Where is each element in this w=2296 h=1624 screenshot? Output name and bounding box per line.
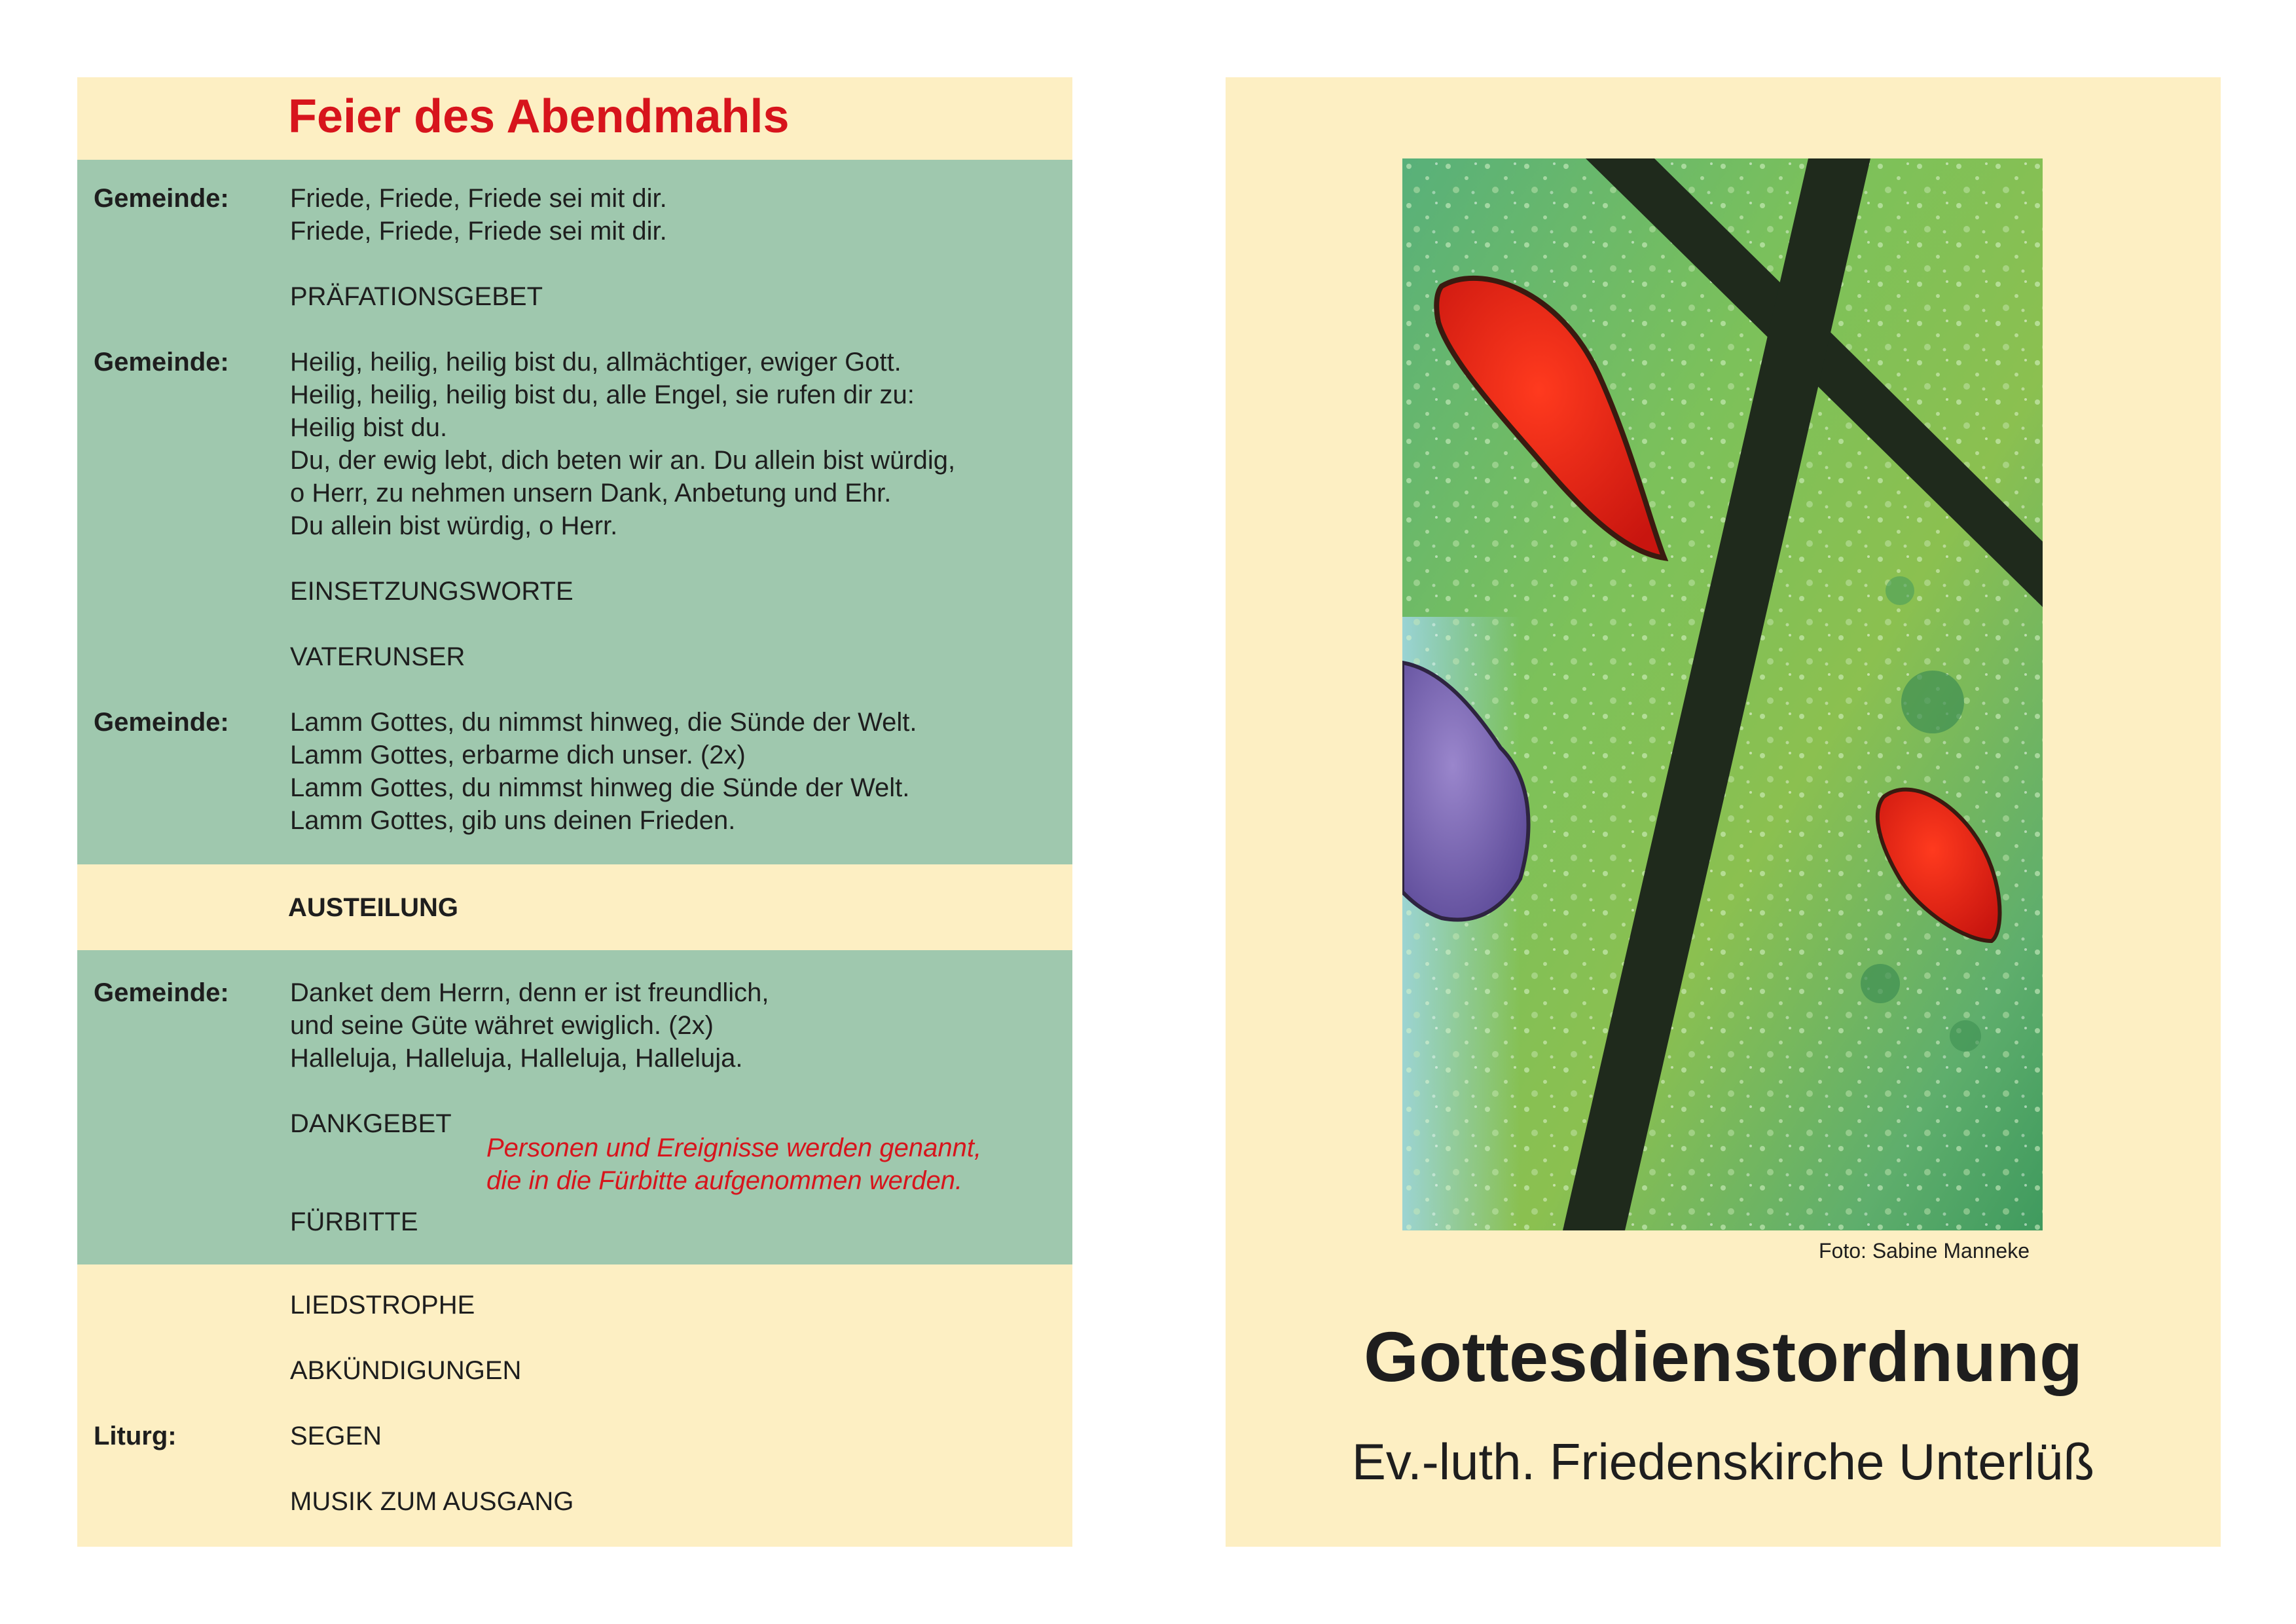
speaker-label: Gemeinde: [94, 708, 229, 737]
section-title: Feier des Abendmahls [288, 90, 790, 143]
response-line: Lamm Gottes, gib uns deinen Frieden. [290, 806, 736, 835]
response-line: Du allein bist würdig, o Herr. [290, 511, 618, 540]
response-line: Halleluja, Halleluja, Halleluja, Halleluja. [290, 1044, 743, 1073]
response-line: und seine Güte währet ewiglich. (2x) [290, 1011, 714, 1040]
response-line: Lamm Gottes, du nimmst hinweg, die Sünde der Welt. [290, 708, 917, 737]
item-musik-zum-ausgang: MUSIK ZUM AUSGANG [290, 1487, 574, 1516]
item-dankgebet: DANKGEBET [290, 1109, 452, 1138]
speaker-label: Gemeinde: [94, 348, 229, 377]
response-line: Friede, Friede, Friede sei mit dir. [290, 184, 667, 213]
item-segen: SEGEN [290, 1422, 382, 1450]
speaker-label-liturg: Liturg: [94, 1422, 177, 1450]
cover-subtitle: Ev.-luth. Friedenskirche Unterlüß [1351, 1433, 2095, 1490]
item-liedstrophe: LIEDSTROPHE [290, 1291, 475, 1320]
photo-credit: Foto: Sabine Manneke [1819, 1239, 2030, 1263]
left-page [77, 77, 1072, 1547]
response-line: Heilig bist du. [290, 413, 448, 442]
speaker-label: Gemeinde: [94, 184, 229, 213]
note-line: Personen und Ereignisse werden genannt, [486, 1134, 982, 1162]
item-fuerbitte: FÜRBITTE [290, 1208, 418, 1236]
intercession-note [486, 1132, 981, 1197]
response-line: Danket dem Herrn, denn er ist freundlich, [290, 978, 769, 1007]
cover-title: Gottesdienstordnung [1364, 1317, 2083, 1396]
item-einsetzungsworte: EINSETZUNGSWORTE [290, 577, 574, 606]
cover-page [1226, 77, 2221, 1547]
stained-glass-photo [1402, 158, 2043, 1230]
response-line: Du, der ewig lebt, dich beten wir an. Du allein bist würdig, [290, 446, 956, 475]
item-vaterunser: VATERUNSER [290, 642, 465, 671]
item-austeilung: AUSTEILUNG [288, 893, 458, 922]
stained-glass-image [1402, 158, 2043, 1230]
speaker-label: Gemeinde: [94, 978, 229, 1007]
response-line: Lamm Gottes, du nimmst hinweg die Sünde der Welt. [290, 773, 910, 802]
response-line: o Herr, zu nehmen unsern Dank, Anbetung und Ehr. [290, 479, 892, 507]
response-line: Heilig, heilig, heilig bist du, alle Engel, sie rufen dir zu: [290, 380, 915, 409]
response-line: Lamm Gottes, erbarme dich unser. (2x) [290, 741, 746, 769]
note-line: die in die Fürbitte aufgenommen werden. [486, 1166, 963, 1195]
response-line: Heilig, heilig, heilig bist du, allmächtiger, ewiger Gott. [290, 348, 902, 377]
response-line: Friede, Friede, Friede sei mit dir. [290, 217, 667, 246]
item-praefationsgebet: PRÄFATIONSGEBET [290, 282, 543, 311]
item-abkuendigungen: ABKÜNDIGUNGEN [290, 1356, 522, 1385]
